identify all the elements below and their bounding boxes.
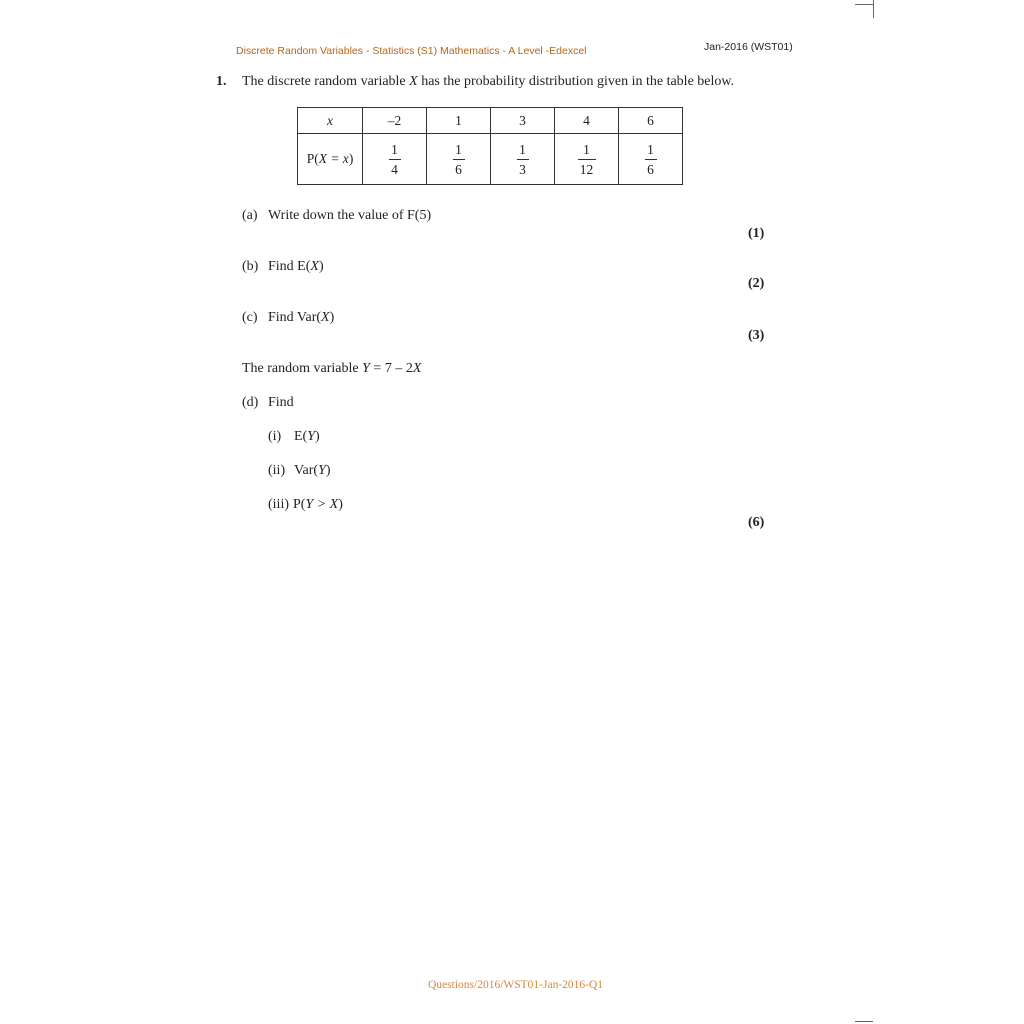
fraction [389,142,401,177]
table-cell: 3 [491,108,555,134]
intro-var: X [409,74,418,89]
part-b-text [268,259,324,275]
part-c-pre: Find Var( [268,310,322,325]
d-i-post: ) [315,429,320,444]
table-cell [427,134,491,185]
table-cell: 1 [427,108,491,134]
part-b-label: (b) [242,259,259,274]
part-a-label: (a) [242,208,258,223]
table-row-p [298,134,683,185]
intro-text: The discrete random variable [242,74,410,89]
p-label-pre: P( [306,151,319,166]
question-intro [242,74,734,90]
part-d-ii-label: (ii) [268,463,286,478]
crop-mark-top-right-h [855,4,873,5]
part-d-label: (d) [242,395,259,410]
fraction [645,142,657,177]
denominator: 6 [455,161,462,177]
table-cell [491,134,555,185]
y-def-mid: = 7 – 2 [369,361,413,376]
d-ii-pre: Var( [294,463,319,478]
crop-mark-bottom-right [855,1021,873,1022]
d-iii-var: Y > X [305,497,339,512]
numerator: 1 [519,141,526,157]
table-header-p [298,134,363,185]
numerator: 1 [391,141,398,157]
table-cell: 4 [555,108,619,134]
numerator: 1 [647,141,654,157]
table-cell [555,134,619,185]
crop-mark-top-right [855,0,874,18]
y-def-var2: X [412,361,422,376]
d-i-var: Y [307,429,316,444]
denominator: 4 [391,161,398,177]
d-ii-post: ) [325,463,331,478]
d-iii-post: ) [338,497,343,512]
fraction [453,142,465,177]
part-a-marks: (1) [748,226,765,241]
numerator: 1 [455,141,462,157]
part-d-ii-text [294,463,331,479]
part-c-var: X [321,310,330,325]
part-d-i-label: (i) [268,429,282,444]
x-label: x [327,112,333,128]
part-c-label: (c) [242,310,258,325]
part-d-iii-label: (iii) [268,497,289,512]
question-number: 1. [216,74,227,89]
part-b-var: X [310,259,319,274]
d-iii-pre: P( [293,497,306,512]
header-topic: Discrete Random Variables - Statistics (S1) Mathematics - A Level -Edexcel [236,45,587,57]
intro-text-end: has the probability distribution given in the table below. [417,74,735,89]
p-label-var: X = x [318,151,349,166]
part-d-i-text [294,429,320,445]
probability-table [297,107,683,185]
table-cell [619,134,683,185]
fraction [578,142,596,177]
numerator: 1 [583,141,590,157]
table-cell [363,134,427,185]
part-b-pre: Find E( [268,259,311,274]
table-row-x [298,108,683,134]
part-d-marks: (6) [748,515,765,530]
p-label-post: ) [348,151,354,166]
part-c-marks: (3) [748,328,765,343]
table-cell: 6 [619,108,683,134]
footer-reference: Questions/2016/WST01-Jan-2016-Q1 [428,979,604,991]
part-d-text: Find [268,395,294,410]
part-a-text: Write down the value of F(5) [268,208,432,223]
part-c-post: ) [329,310,335,325]
y-definition [242,361,421,377]
d-ii-var: Y [318,463,326,478]
part-d-iii-text [293,497,343,513]
denominator: 12 [579,161,594,177]
y-def-pre: The random variable [242,361,363,376]
table-header-x [298,108,363,134]
y-def-var: Y [362,361,370,376]
part-b-post: ) [318,259,324,274]
header-paper: Jan-2016 (WST01) [704,41,793,53]
denominator: 3 [519,161,526,177]
part-b-marks: (2) [748,276,765,291]
d-i-pre: E( [294,429,308,444]
part-c-text [268,310,334,326]
table-cell: –2 [363,108,427,134]
denominator: 6 [647,161,654,177]
fraction [517,142,529,177]
